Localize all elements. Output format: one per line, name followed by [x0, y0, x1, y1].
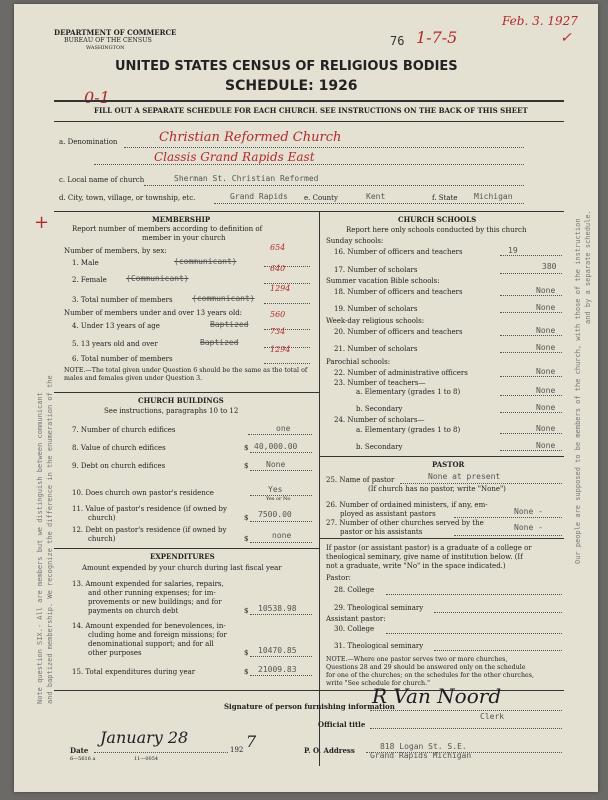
q21-label: 21. Number of scholars	[334, 345, 418, 353]
q8-label: 8. Value of church edifices	[72, 444, 166, 452]
membership-note-2: member in your church	[142, 234, 226, 242]
q20-value: None	[536, 326, 556, 335]
q4-value: 560	[270, 310, 286, 319]
q14-dollar: $	[244, 649, 249, 657]
expenditures-sub: Amount expended by your church during last fiscal year	[82, 564, 282, 572]
q1-struck: (communicant)	[174, 257, 237, 266]
q12-label-2: church)	[88, 535, 116, 543]
q6-label: 6. Total number of members	[72, 355, 173, 363]
q18-label: 18. Number of officers and teachers	[334, 288, 463, 296]
address-line-1: 818 Logan St. S.E.	[380, 742, 467, 751]
q24a-label: a. Elementary (grades 1 to 8)	[356, 426, 461, 434]
q20-label: 20. Number of officers and teachers	[334, 328, 463, 336]
q25-value: None at present	[428, 472, 501, 481]
check-mark: ✓	[560, 30, 572, 46]
college-note-3: not a graduate, write "No" in the space indicated.)	[326, 562, 506, 570]
multi-note-2: Questions 28 and 29 should be answered only on the schedule	[326, 664, 526, 671]
q13-line-4: payments on church debt	[88, 607, 179, 615]
left-side-note-2: and baptized membership. We recognize the difference in the enumeration of the	[46, 375, 54, 704]
form-subtitle: SCHEDULE: 1926	[225, 78, 358, 94]
q23a-value: None	[536, 386, 556, 395]
q2-value: 640	[270, 264, 286, 273]
q11-dollar: $	[244, 514, 249, 522]
q4-label: 4. Under 13 years of age	[72, 322, 160, 330]
form-number-2: 11—0054	[134, 756, 159, 762]
date-value: January 28	[100, 728, 189, 747]
official-title-value: Clerk	[480, 712, 505, 721]
q23a-label: a. Elementary (grades 1 to 8)	[356, 388, 461, 396]
date-year-digit: 7	[246, 732, 257, 751]
q24a-value: None	[536, 424, 556, 433]
q22-value: None	[536, 367, 556, 376]
summer-schools-label: Summer vacation Bible schools:	[326, 277, 440, 285]
q14-line-3: denominational support; and for all	[88, 640, 214, 648]
q11-label-2: church)	[88, 514, 116, 522]
q14-value: 10470.85	[258, 646, 297, 655]
q12-label-1: 12. Debt on pastor's residence (if owned by	[72, 526, 227, 534]
q10-value: Yes	[268, 485, 283, 494]
q14-line-1: 14. Amount expended for benevolences, in-	[72, 622, 226, 630]
pastor-label: Pastor:	[326, 574, 351, 582]
county-value: Kent	[366, 192, 386, 201]
q29-label: 29. Theological seminary	[334, 604, 424, 612]
q1-value: 654	[270, 243, 286, 252]
bureau-city: WASHINGTON	[86, 45, 125, 51]
right-side-note: Our people are supposed to be members of the church, with those of the instruction	[574, 218, 582, 564]
q12-value: none	[272, 531, 292, 540]
form-number: 6—5616 a	[70, 756, 96, 762]
q26-label-2: ployed as assistant pastors	[340, 510, 436, 518]
right-side-note-2: and by a separate schedule.	[584, 210, 592, 324]
q23-label: 23. Number of teachers—	[334, 379, 426, 387]
multi-note-3: for one of the churches; on the schedules for the other churches,	[326, 672, 534, 679]
q24-label: 24. Number of scholars—	[334, 416, 425, 424]
q1-label: 1. Male	[72, 259, 99, 267]
membership-title: MEMBERSHIP	[152, 215, 211, 224]
q18-value: None	[536, 286, 556, 295]
address-label: P. O. Address	[304, 746, 355, 755]
q17-value: 380	[542, 262, 557, 271]
q22-label: 22. Number of administrative officers	[334, 369, 468, 377]
q17-label: 17. Number of scholars	[334, 266, 418, 274]
red-mark: 0-1	[84, 88, 110, 107]
classis-value: Classis Grand Rapids East	[154, 150, 315, 164]
members-by-age-label: Number of members under and over 13 years old:	[64, 309, 243, 317]
q16-value: 19	[508, 246, 518, 255]
signature: R Van Noord	[372, 684, 502, 708]
q19-value: None	[536, 303, 556, 312]
form-title: UNITED STATES CENSUS OF RELIGIOUS BODIES	[115, 59, 458, 74]
q5-value: 734	[270, 327, 286, 336]
weekday-schools-label: Week-day religious schools:	[326, 317, 425, 325]
q15-dollar: $	[244, 668, 249, 676]
q10-label: 10. Does church own pastor's residence	[72, 489, 214, 497]
local-name-value: Sherman St. Christian Reformed	[174, 174, 319, 183]
yes-no-hint: Yes or No	[266, 496, 291, 502]
q8-dollar: $	[244, 444, 249, 452]
q21-value: None	[536, 343, 556, 352]
assistant-label: Assistant pastor:	[326, 615, 386, 623]
q13-line-3: provements or new buildings; and for	[88, 598, 222, 606]
buildings-sub: See instructions, paragraphs 10 to 12	[104, 407, 239, 415]
q5-label: 5. 13 years old and over	[72, 340, 158, 348]
q25-note: (If church has no pastor, write "None")	[368, 485, 506, 493]
address-line-2: Grand Rapids Michigan	[370, 751, 472, 760]
q3-value: 1294	[270, 284, 291, 293]
q11-value: 7500.00	[258, 510, 292, 519]
college-note-1: If pastor (or assistant pastor) is a graduate of a college or	[326, 544, 532, 552]
q19-label: 19. Number of scholars	[334, 305, 418, 313]
expenditures-title: EXPENDITURES	[150, 552, 215, 561]
q28-label: 28. College	[334, 586, 375, 594]
q3-label: 3. Total number of members	[72, 296, 173, 304]
q5-struck: Baptized	[200, 338, 239, 347]
q9-label: 9. Debt on church edifices	[72, 462, 166, 470]
instruction-line: FILL OUT A SEPARATE SCHEDULE FOR EACH CHURCH. SEE INSTRUCTIONS ON THE BACK OF THIS SHEET	[94, 106, 528, 115]
left-side-note: Note question SIX.- All are members but we distinguish between communicant	[36, 392, 44, 704]
q15-label: 15. Total expenditures during year	[72, 668, 196, 676]
q9-dollar: $	[244, 462, 249, 470]
college-note-2: theological seminary, give name of institution below. (If	[326, 553, 523, 561]
q27-label-2: pastor or his assistants	[340, 528, 423, 536]
schools-sub: Report here only schools conducted by this church	[346, 226, 527, 234]
membership-total-note: NOTE.—The total given under Question 6 should be the same as the total of males and females given under Question 3.	[64, 367, 308, 382]
local-name-label: c. Local name of church	[59, 176, 145, 184]
date-year-printed: 192	[230, 746, 244, 754]
q23b-label: b. Secondary	[356, 405, 403, 413]
q13-value: 10538.98	[258, 604, 297, 613]
city-label: d. City, town, village, or township, etc.	[59, 194, 196, 202]
q2-struck: (Communicant)	[126, 274, 189, 283]
multi-note-4: write "See schedule for church."	[326, 680, 430, 687]
q14-line-4: other purposes	[88, 649, 142, 657]
q11-label-1: 11. Value of pastor's residence (if owned by	[72, 505, 227, 513]
dept-name: DEPARTMENT OF COMMERCE	[54, 28, 177, 37]
schools-title: CHURCH SCHOOLS	[398, 215, 477, 224]
members-by-sex-label: Number of members, by sex:	[64, 247, 167, 255]
q3-struck: (communicant)	[192, 294, 255, 303]
q12-dollar: $	[244, 535, 249, 543]
county-label: e. County	[304, 194, 338, 202]
q6-value: 1294	[270, 345, 291, 354]
bureau-name: BUREAU OF THE CENSUS	[64, 37, 152, 44]
multi-note-1: NOTE.—Where one pastor serves two or more churches,	[326, 656, 508, 663]
q8-value: 40,000.00	[254, 442, 298, 451]
q24b-value: None	[536, 441, 556, 450]
received-date: Feb. 3. 1927	[502, 14, 578, 28]
q30-label: 30. College	[334, 625, 375, 633]
q7-label: 7. Number of church edifices	[72, 426, 176, 434]
q16-label: 16. Number of officers and teachers	[334, 248, 463, 256]
denomination-label: a. Denomination	[59, 138, 118, 146]
date-label: Date	[70, 746, 89, 755]
pastor-title: PASTOR	[432, 460, 465, 469]
q27-label-1: 27. Number of other churches served by the	[326, 519, 484, 527]
parochial-schools-label: Parochial schools:	[326, 358, 391, 366]
q9-value: None	[266, 460, 286, 469]
q7-value: one	[276, 424, 291, 433]
membership-note-1: Report number of members according to definition of	[72, 225, 263, 233]
q15-value: 21009.83	[258, 665, 297, 674]
q13-dollar: $	[244, 607, 249, 615]
signature-label: Signature of person furnishing information	[224, 702, 395, 711]
q27-value: None -	[514, 523, 543, 532]
q2-label: 2. Female	[72, 276, 107, 284]
q25-label: 25. Name of pastor	[326, 476, 395, 484]
q14-line-2: cluding home and foreign missions; for	[88, 631, 227, 639]
state-label: f. State	[432, 194, 458, 202]
q4-struck: Baptized	[210, 320, 249, 329]
stamp-code: 1-7-5	[416, 28, 458, 47]
red-plus-mark: +	[34, 212, 50, 233]
state-value: Michigan	[474, 192, 513, 201]
q31-label: 31. Theological seminary	[334, 642, 424, 650]
census-form	[14, 4, 598, 792]
q13-line-2: and other running expenses; for im-	[88, 589, 216, 597]
city-value: Grand Rapids	[230, 192, 288, 201]
q24b-label: b. Secondary	[356, 443, 403, 451]
q13-line-1: 13. Amount expended for salaries, repairs,	[72, 580, 224, 588]
stamp-number: 76	[390, 34, 405, 48]
official-title-label: Official title	[318, 720, 366, 729]
buildings-title: CHURCH BUILDINGS	[138, 396, 224, 405]
sunday-schools-label: Sunday schools:	[326, 237, 384, 245]
q26-label-1: 26. Number of ordained ministers, if any, em-	[326, 501, 488, 509]
q23b-value: None	[536, 403, 556, 412]
q26-value: None -	[514, 507, 543, 516]
denomination-value: Christian Reformed Church	[159, 130, 342, 145]
